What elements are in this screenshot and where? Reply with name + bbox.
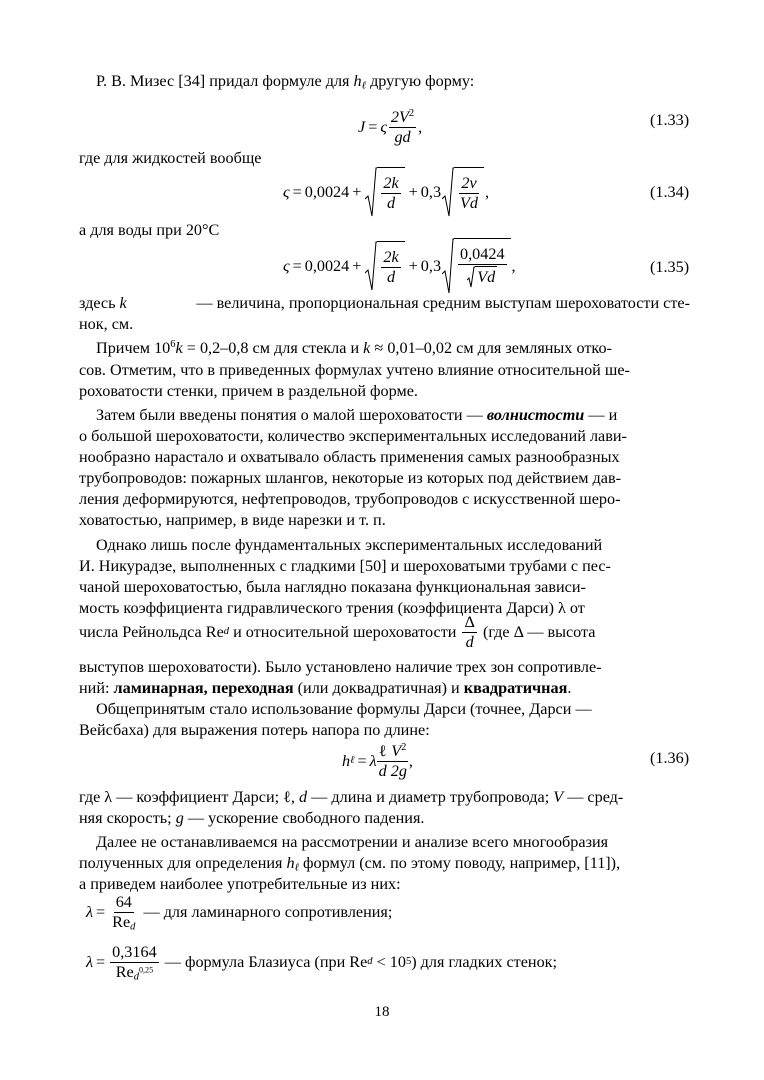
equation-1-35: ς = 0,0024 + $\frac{2k}{d}$ + 0,3 $\frac{0,0424}{Vd}$ , [283,237,516,295]
text-line: о большой шероховатости, количество экспериментальных исследований лави- [79,427,627,445]
fraction: $\frac{\text{ℓ}}{d}$ [378,741,387,780]
square-root: $\frac{2k}{d}$ [365,241,404,291]
equation-1-34: ς = 0,0024 + $\frac{2k}{d}$ + 0,3 $\frac{2\nu}{Vd}$ , [283,165,489,219]
square-root: $\frac{0,0424}{Vd}$ [442,238,511,294]
text-line: Однако лишь после фундаментальных экспериментальных исследований [96,536,603,554]
text-line: а для воды при 20°С [79,221,220,239]
text-line: трубопроводов: пожарных шлангов, некоторые из которых под действием дав- [79,469,622,487]
equation-number: (1.34) [650,183,690,201]
text-line: нок, см. [79,315,134,333]
page-number: 18 [374,1004,390,1020]
text-line: Вейсбаха) для выражения потерь напора по длине: [79,721,430,739]
text-line: нообразно нарастало и охватывало область применения самых разнообразных [79,448,620,466]
fraction: $\frac{2V^2}{gd}$ [390,107,415,146]
text-line: ний: ламинарная, переходная (или доквадратичная) и квадратичная. [79,679,572,697]
text-line: ления деформируются, нефтепроводов, трубопроводов с искусственной шеро- [79,490,621,508]
equation-number: (1.35) [650,258,690,276]
text-line: чаной шероховатостью, была наглядно показана функциональная зависи- [79,578,586,596]
text-line: сов. Отметим, что в приведенных формулах учтено влияние относительной ше- [79,361,630,379]
text-line: Причем $10^6k = 0,2-0,8$ см для стекла и k ≈ 0,01–0,02 см для земляных отко- [96,339,612,357]
square-root-inner: Vd [467,266,497,288]
text-line: Общепринятым стало использование формулы Дарси (точнее, Дарси — [96,700,592,718]
text-line: Р. В. Мизес [34] придал формуле для $h_\ell$ другую форму: [96,72,475,92]
fraction: $\frac{\Delta}{d}$ [464,612,475,651]
text-line: где λ — коэффициент Дарси; ℓ, d — длина и диаметр трубопровода; V — сред- [79,788,624,806]
text-line: Далее не останавливаемся на рассмотрении и анализе всего многообразия [96,833,609,851]
text-line: ховатостью, например, в виде нарезки и т. п. [79,511,386,529]
text-line: а приведем наиболее употребительные из них: [79,875,401,893]
square-root: $\frac{2k}{d}$ [365,167,404,217]
text-line: здесь k — величина, пропорциональная средним выступам шероховатости сте- [79,294,690,312]
text-line: Затем были введены понятия о малой шероховатости — волнистости — и [96,406,618,424]
text-line: полученных для определения $h_\ell$ формул (см. по этому поводу, например, [11]), [79,854,621,874]
text-line-with-fraction: числа Рейнольдса Re d и относительной шероховатости $\frac{\Delta}{d}$ (где Δ — высота [79,612,596,651]
text-line: мость коэффициента гидравлического трения (коэффициента Дарси) λ от [79,599,585,617]
fraction: $\frac{0,3164}{Re_d^{0,25}}$ [112,942,157,983]
equation-1-33: J = ς $\frac{2V^2}{gd}$ , [358,107,423,146]
equation-number: (1.36) [650,749,690,767]
square-root: $\frac{2\nu}{Vd}$ [442,167,484,217]
formula-laminar: λ = $\frac{64}{Re_d}$ — для ламинарного сопротивления; [86,892,393,933]
text-line: И. Никурадзе, выполненных с гладкими [50] и шероховатыми трубами с пес- [79,557,611,575]
text-line: выступов шероховатости). Было установлено наличие трех зон сопротивле- [79,658,602,676]
fraction: $\frac{V^2}{2g}$ [390,741,407,780]
fraction: $\frac{64}{Re_d}$ [112,892,136,933]
formula-blasius: λ = $\frac{0,3164}{Re_d^{0,25}}$ — формула Блазиуса (при Re d < 10 5 ) для гладких стенок; [86,942,558,983]
equation-number: (1.33) [650,111,690,129]
equation-1-36: h ℓ = λ $\frac{\text{ℓ}}{d}$ $\frac{V^2}{2g}$ , [342,741,413,780]
text-line: роховатости стенки, причем в раздельной форме. [79,382,418,400]
text-line: где для жидкостей вообще [79,149,262,167]
text-line: няя скорость; g — ускорение свободного падения. [79,809,425,827]
